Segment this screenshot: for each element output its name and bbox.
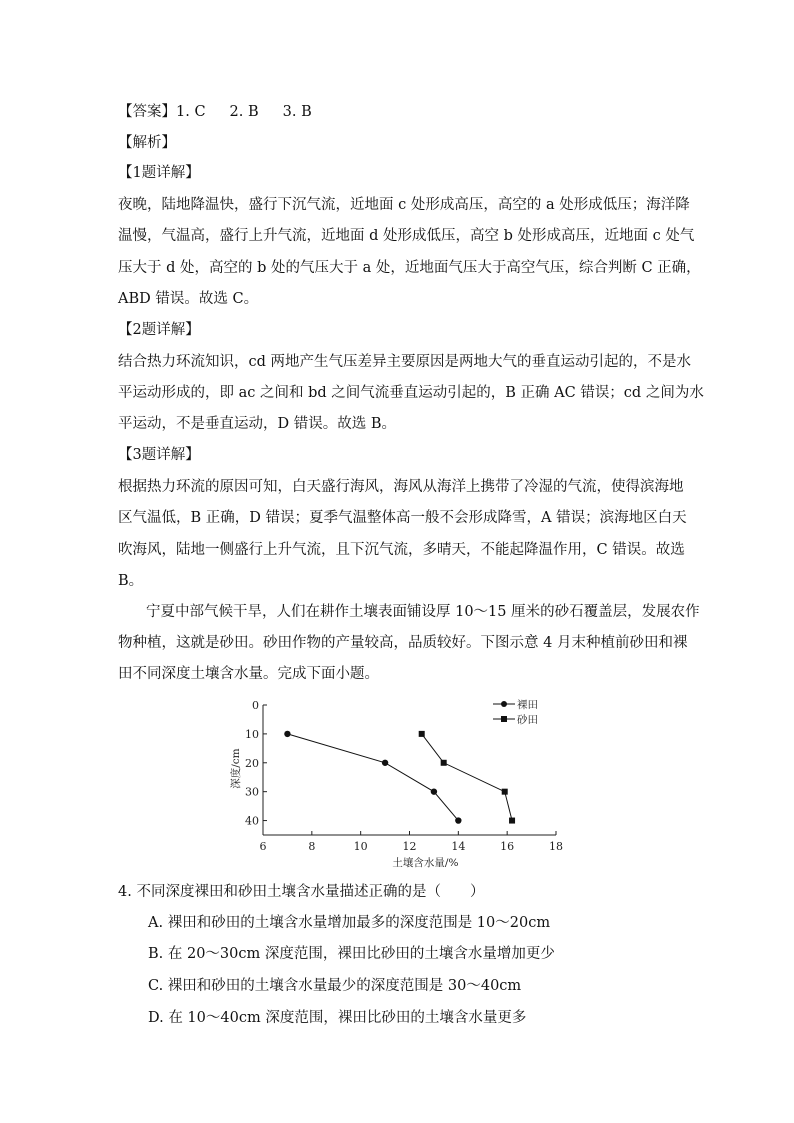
data-point: [509, 818, 515, 824]
q4-option-b: B. 在 20～30cm 深度范围，裸田比砂田的土壤含水量增加更少: [148, 946, 555, 962]
answer-line: [118, 102, 312, 122]
q3-text-line: 根据热力环流的原因可知，白天盛行海风，海风从海洋上携带了冷湿的气流，使得滨海地: [118, 479, 684, 495]
x-tick-label: 8: [308, 840, 316, 853]
series-line-sand-field: [422, 734, 512, 821]
data-point: [382, 760, 388, 766]
data-point: [284, 731, 290, 737]
q3-label: 【3题详解】: [118, 447, 200, 463]
q2-text-line: 平运动形成的，即 ac 之间和 bd 之间气流垂直运动引起的，B 正确 AC 错误；cd 之间为水: [118, 385, 704, 401]
analysis-label: 【解析】: [118, 135, 176, 151]
y-tick-label: 10: [245, 727, 259, 741]
q2-label: 【2题详解】: [118, 322, 200, 338]
y-tick-label: 30: [245, 785, 259, 799]
q2-text-line: 结合热力环流知识，cd 两地产生气压差异主要原因是两地大气的垂直运动引起的，不是水: [118, 354, 692, 370]
q4-option-d: D. 在 10～40cm 深度范围，裸田比砂田的土壤含水量更多: [148, 1010, 527, 1026]
x-tick-label: 14: [451, 840, 466, 853]
data-point: [502, 789, 508, 795]
answer-item: 3. B: [282, 104, 312, 120]
data-point: [431, 788, 437, 794]
y-tick-label: 20: [245, 756, 259, 770]
legend-label: 砂田: [517, 714, 538, 726]
q1-text-line: 压大于 d 处，高空的 b 处的气压大于 a 处，近地面气压大于高空气压，综合判断 C 正确，: [118, 260, 701, 276]
legend-label: 裸田: [517, 699, 538, 711]
q1-label: 【1题详解】: [118, 165, 200, 181]
data-point: [419, 731, 425, 737]
data-point: [441, 760, 447, 766]
passage-line: 田不同深度土壤含水量。完成下面小题。: [118, 666, 379, 682]
q3-text-line: B。: [118, 573, 144, 589]
q1-text-line: ABD 错误。故选 C。: [118, 291, 259, 307]
x-tick-label: 6: [259, 840, 267, 853]
q3-text-line: 区气温低，B 正确，D 错误；夏季气温整体高一般不会形成降雪，A 错误；滨海地区白天: [118, 510, 687, 526]
x-tick-label: 12: [402, 840, 417, 853]
data-point: [455, 817, 461, 823]
y-axis-label: 深度/cm: [230, 748, 242, 789]
q4-option-c: C. 裸田和砂田的土壤含水量最少的深度范围是 30～40cm: [148, 978, 522, 994]
q4-option-a: A. 裸田和砂田的土壤含水量增加最多的深度范围是 10～20cm: [148, 915, 551, 931]
x-tick-label: 16: [500, 840, 515, 853]
x-tick-label: 18: [549, 840, 563, 853]
y-tick-label: 40: [245, 814, 259, 828]
answer-label: 【答案】: [118, 104, 176, 120]
series-line-bare-field: [287, 734, 458, 821]
soil-moisture-chart: [225, 690, 575, 870]
x-axis-label: 土壤含水量/%: [392, 857, 459, 869]
q2-text-line: 平运动，不是垂直运动，D 错误。故选 B。: [118, 416, 396, 432]
answer-item: 1. C: [176, 104, 206, 120]
legend-marker: [501, 701, 507, 707]
q4-stem: 4. 不同深度裸田和砂田土壤含水量描述正确的是（ ）: [118, 884, 485, 900]
passage-line: 物种植，这就是砂田。砂田作物的产量较高，品质较好。下图示意 4 月末种植前砂田和裸: [118, 635, 688, 651]
q3-text-line: 吹海风，陆地一侧盛行上升气流，且下沉气流，多晴天，不能起降温作用，C 错误。故选: [118, 542, 685, 558]
passage-line: 宁夏中部气候干旱，人们在耕作土壤表面铺设厚 10～15 厘米的砂石覆盖层，发展农作: [146, 604, 700, 620]
legend-marker: [501, 716, 507, 722]
y-tick-label: 0: [252, 699, 259, 712]
answer-item: 2. B: [229, 104, 259, 120]
q1-text-line: 温慢，气温高，盛行上升气流，近地面 d 处形成低压，高空 b 处形成高压，近地面 c 处气: [118, 228, 695, 244]
q1-text-line: 夜晚，陆地降温快，盛行下沉气流，近地面 c 处形成高压，高空的 a 处形成低压；海洋降: [118, 197, 690, 213]
x-tick-label: 10: [353, 840, 368, 853]
